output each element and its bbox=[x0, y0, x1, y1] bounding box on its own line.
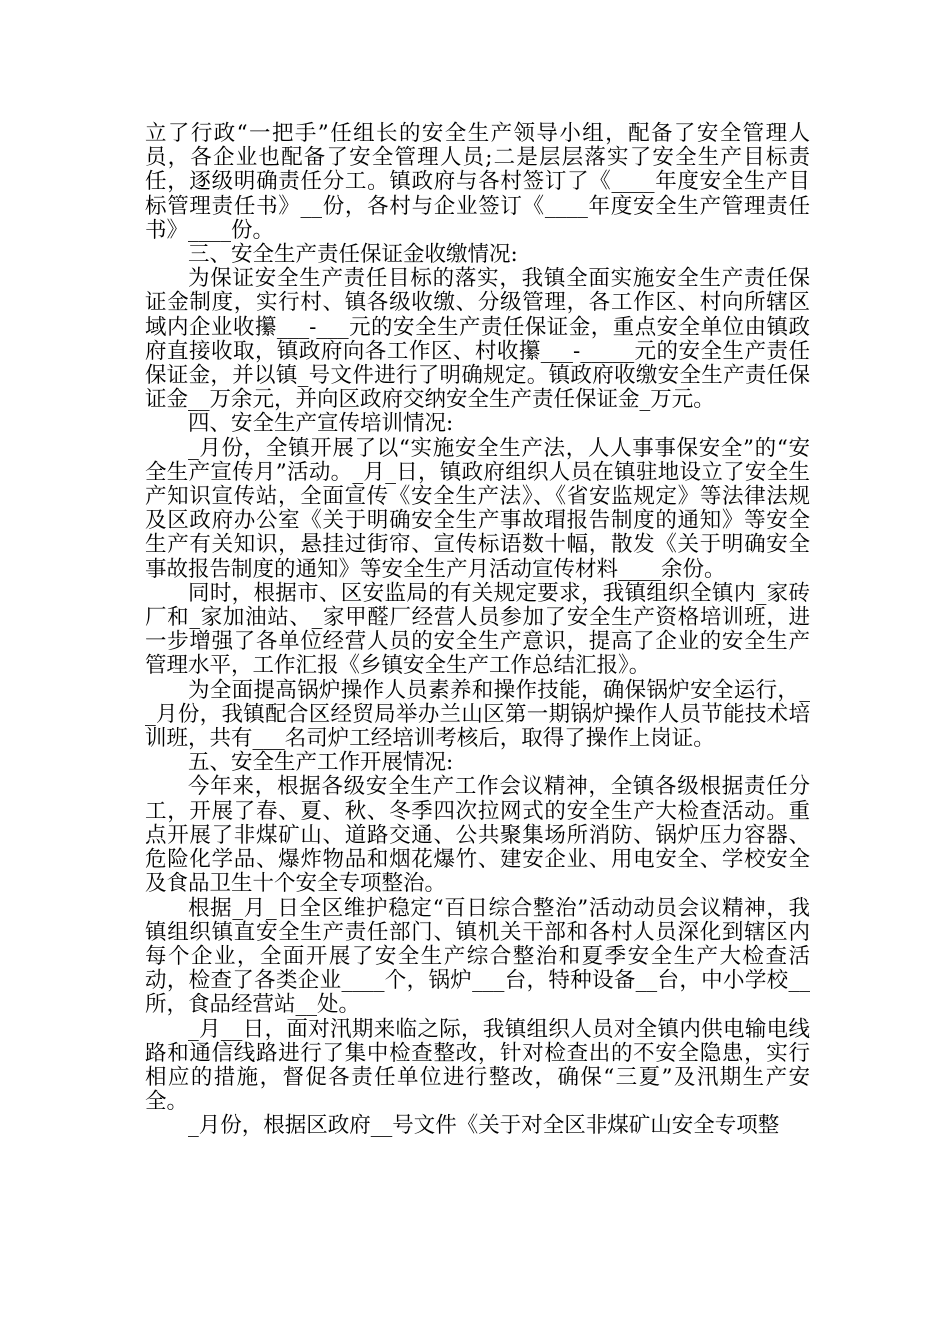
paragraph-inspections: 今年来，根据各级安全生产工作会议精神，全镇各级根据责任分工，开展了春、夏、秋、冬季四次拉网式的安全生产大检查活动。重点开展了非煤矿山、道路交通、公共聚集场所消防、锅炉压力容器、危险化学品、爆炸物品和烟花爆竹、建安企业、用电安全、学校安全及食品卫生十个安全专项整治。 bbox=[145, 774, 810, 897]
paragraph-publicity-month: _月份，全镇开展了以“实施安全生产法，人人事事保安全”的“安全生产宣传月”活动。_月_日，镇政府组织人员在镇驻地设立了安全生产知识宣传站，全面宣传《安全生产法》、《省安监规定》等法律法规及区政府办公室《关于明确安全生产事故瑁报告制度的通知》等安全生产有关知识，悬挂过街帘、宣传标语数十幅，散发《关于明确安全事故报告制度的通知》等安全生产月活动宣传材料____余份。 bbox=[145, 435, 810, 582]
section-heading-3: 三、安全生产责任保证金收缴情况: bbox=[188, 242, 518, 268]
paragraph-boiler-training: 为全面提高锅炉操作人员素养和操作技能，确保锅炉安全运行，__月份，我镇配合区经贸局举办兰山区第一期锅炉操作人员节能技术培训班，共有___名司炉工经培训考核后，取得了操作上岗证。 bbox=[145, 677, 810, 752]
paragraph-flood-season: _月__日，面对汛期来临之际，我镇组织人员对全镇内供电输电线路和通信线路进行了集中检查整改，针对检查出的不安全隐患，实行相应的措施，督促各责任单位进行整改，确保“三夏”及汛期生产安全。 bbox=[145, 1016, 810, 1115]
paragraph-hundred-days: 根据_月_日全区维护稳定“百日综合整治”活动动员会议精神，我镇组织镇直安全生产责任部门、镇机关干部和各村人员深化到辖区内每个企业，全面开展了安全生产综合整治和夏季安全生产大检查活动，检查了各类企业____个，锅炉___台，特种设备__台，中小学校__所，食品经营站__处。 bbox=[145, 895, 810, 1018]
paragraph-continued: 立了行政“一把手”任组长的安全生产领导小组，配备了安全管理人员，各企业也配备了安全管理人员;二是层层落实了安全生产目标责任，逐级明确责任分工。镇政府与各村签订了《____年度安全生产目标管理责任书》__份，各村与企业签订《____年度安全生产管理责任书》____份。 bbox=[145, 121, 810, 243]
paragraph-training: 同时，根据市、区安监局的有关规定要求，我镇组织全镇内_家砖厂和_家加油站、_家甲醛厂经营人员参加了安全生产资格培训班，进一步增强了各单位经营人员的安全生产意识，提高了企业的安全生产管理水平，工作汇报《乡镇安全生产工作总结汇报》。 bbox=[145, 580, 810, 679]
document-body bbox=[145, 122, 810, 1139]
paragraph-deposit: 为保证安全生产责任目标的落实，我镇全面实施安全生产责任保证金制度，实行村、镇各级收缴、分级管理，各工作区、村向所辖区域内企业收攥___-___元的安全生产责任保证金，重点安全单位由镇政府直接收取，镇政府向各工作区、村收攥___-_____元的安全生产责任保证金，并以镇_号文件进行了明确规定。镇政府收缴安全生产责任保证金__万余元，并向区政府交纳安全生产责任保证金_万元。 bbox=[145, 266, 810, 413]
section-heading-5: 五、安全生产工作开展情况: bbox=[188, 750, 454, 776]
section-heading-4: 四、安全生产宣传培训情况: bbox=[188, 411, 454, 437]
paragraph-mining: _月份，根据区政府__号文件《关于对全区非煤矿山安全专项整 bbox=[188, 1113, 780, 1139]
